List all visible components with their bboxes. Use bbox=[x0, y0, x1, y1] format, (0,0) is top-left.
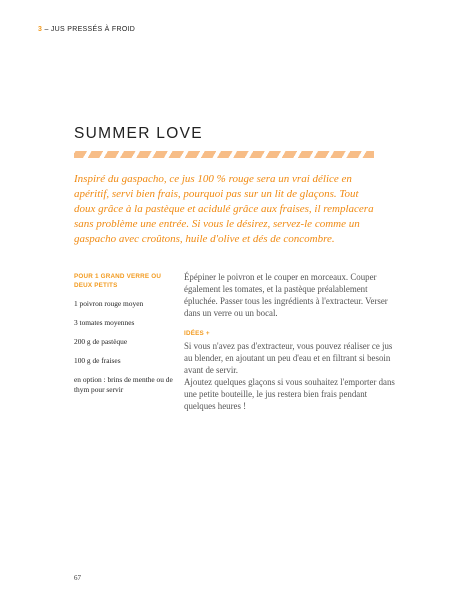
recipe-steps: Épépiner le poivron et le couper en morceaux. Couper également les tomates, et la pastèque préalablement épluchée. Passer tous les ingrédients à l'extracteur. Verser dans un verre ou un bocal. bbox=[184, 272, 388, 318]
ingredient-item: en option : brins de menthe ou de thym pour servir bbox=[74, 375, 173, 394]
ingredient-item: 100 g de fraises bbox=[74, 356, 121, 365]
chapter-number: 3 bbox=[38, 26, 43, 33]
ingredients-column bbox=[74, 272, 174, 404]
recipe-intro: Inspiré du gaspacho, ce jus 100 % rouge sera un vrai délice en apéritif, servi bien frais, pourquoi pas sur un lit de glaçons. Tout doux grâce à la pastèque et acidulé grâce aux fraises, il remplacera sans problème une entrée. Si vous le désirez, servez-le comme un gaspacho avec croûtons, huile d'olive et dés de concombre. bbox=[74, 173, 374, 245]
ideas-heading: IDÉES + bbox=[184, 330, 210, 337]
instructions-column bbox=[184, 271, 399, 412]
ideas-text: Si vous n'avez pas d'extracteur, vous pouvez réaliser ce jus au blender, en ajoutant un peu d'eau et en filtrant si besoin avant de servir. Ajoutez quelques glaçons si vous souhaitez l'emporter dans une petite bouteille, le jus restera bien frais pendant quelques heures ! bbox=[184, 341, 395, 411]
page-number: 67 bbox=[74, 574, 81, 582]
ingredients-list bbox=[74, 299, 174, 394]
ingredient-item: 3 tomates moyennes bbox=[74, 318, 135, 327]
chapter-title: – JUS PRESSÉS À FROID bbox=[42, 26, 136, 33]
running-header bbox=[38, 26, 135, 33]
ingredients-heading: POUR 1 GRAND VERRE OU DEUX PETITS bbox=[74, 273, 162, 289]
ingredient-item: 1 poivron rouge moyen bbox=[74, 299, 144, 308]
decorative-stripe bbox=[74, 151, 374, 158]
ingredient-item: 200 g de pastèque bbox=[74, 337, 128, 346]
recipe-title: SUMMER LOVE bbox=[74, 125, 203, 142]
